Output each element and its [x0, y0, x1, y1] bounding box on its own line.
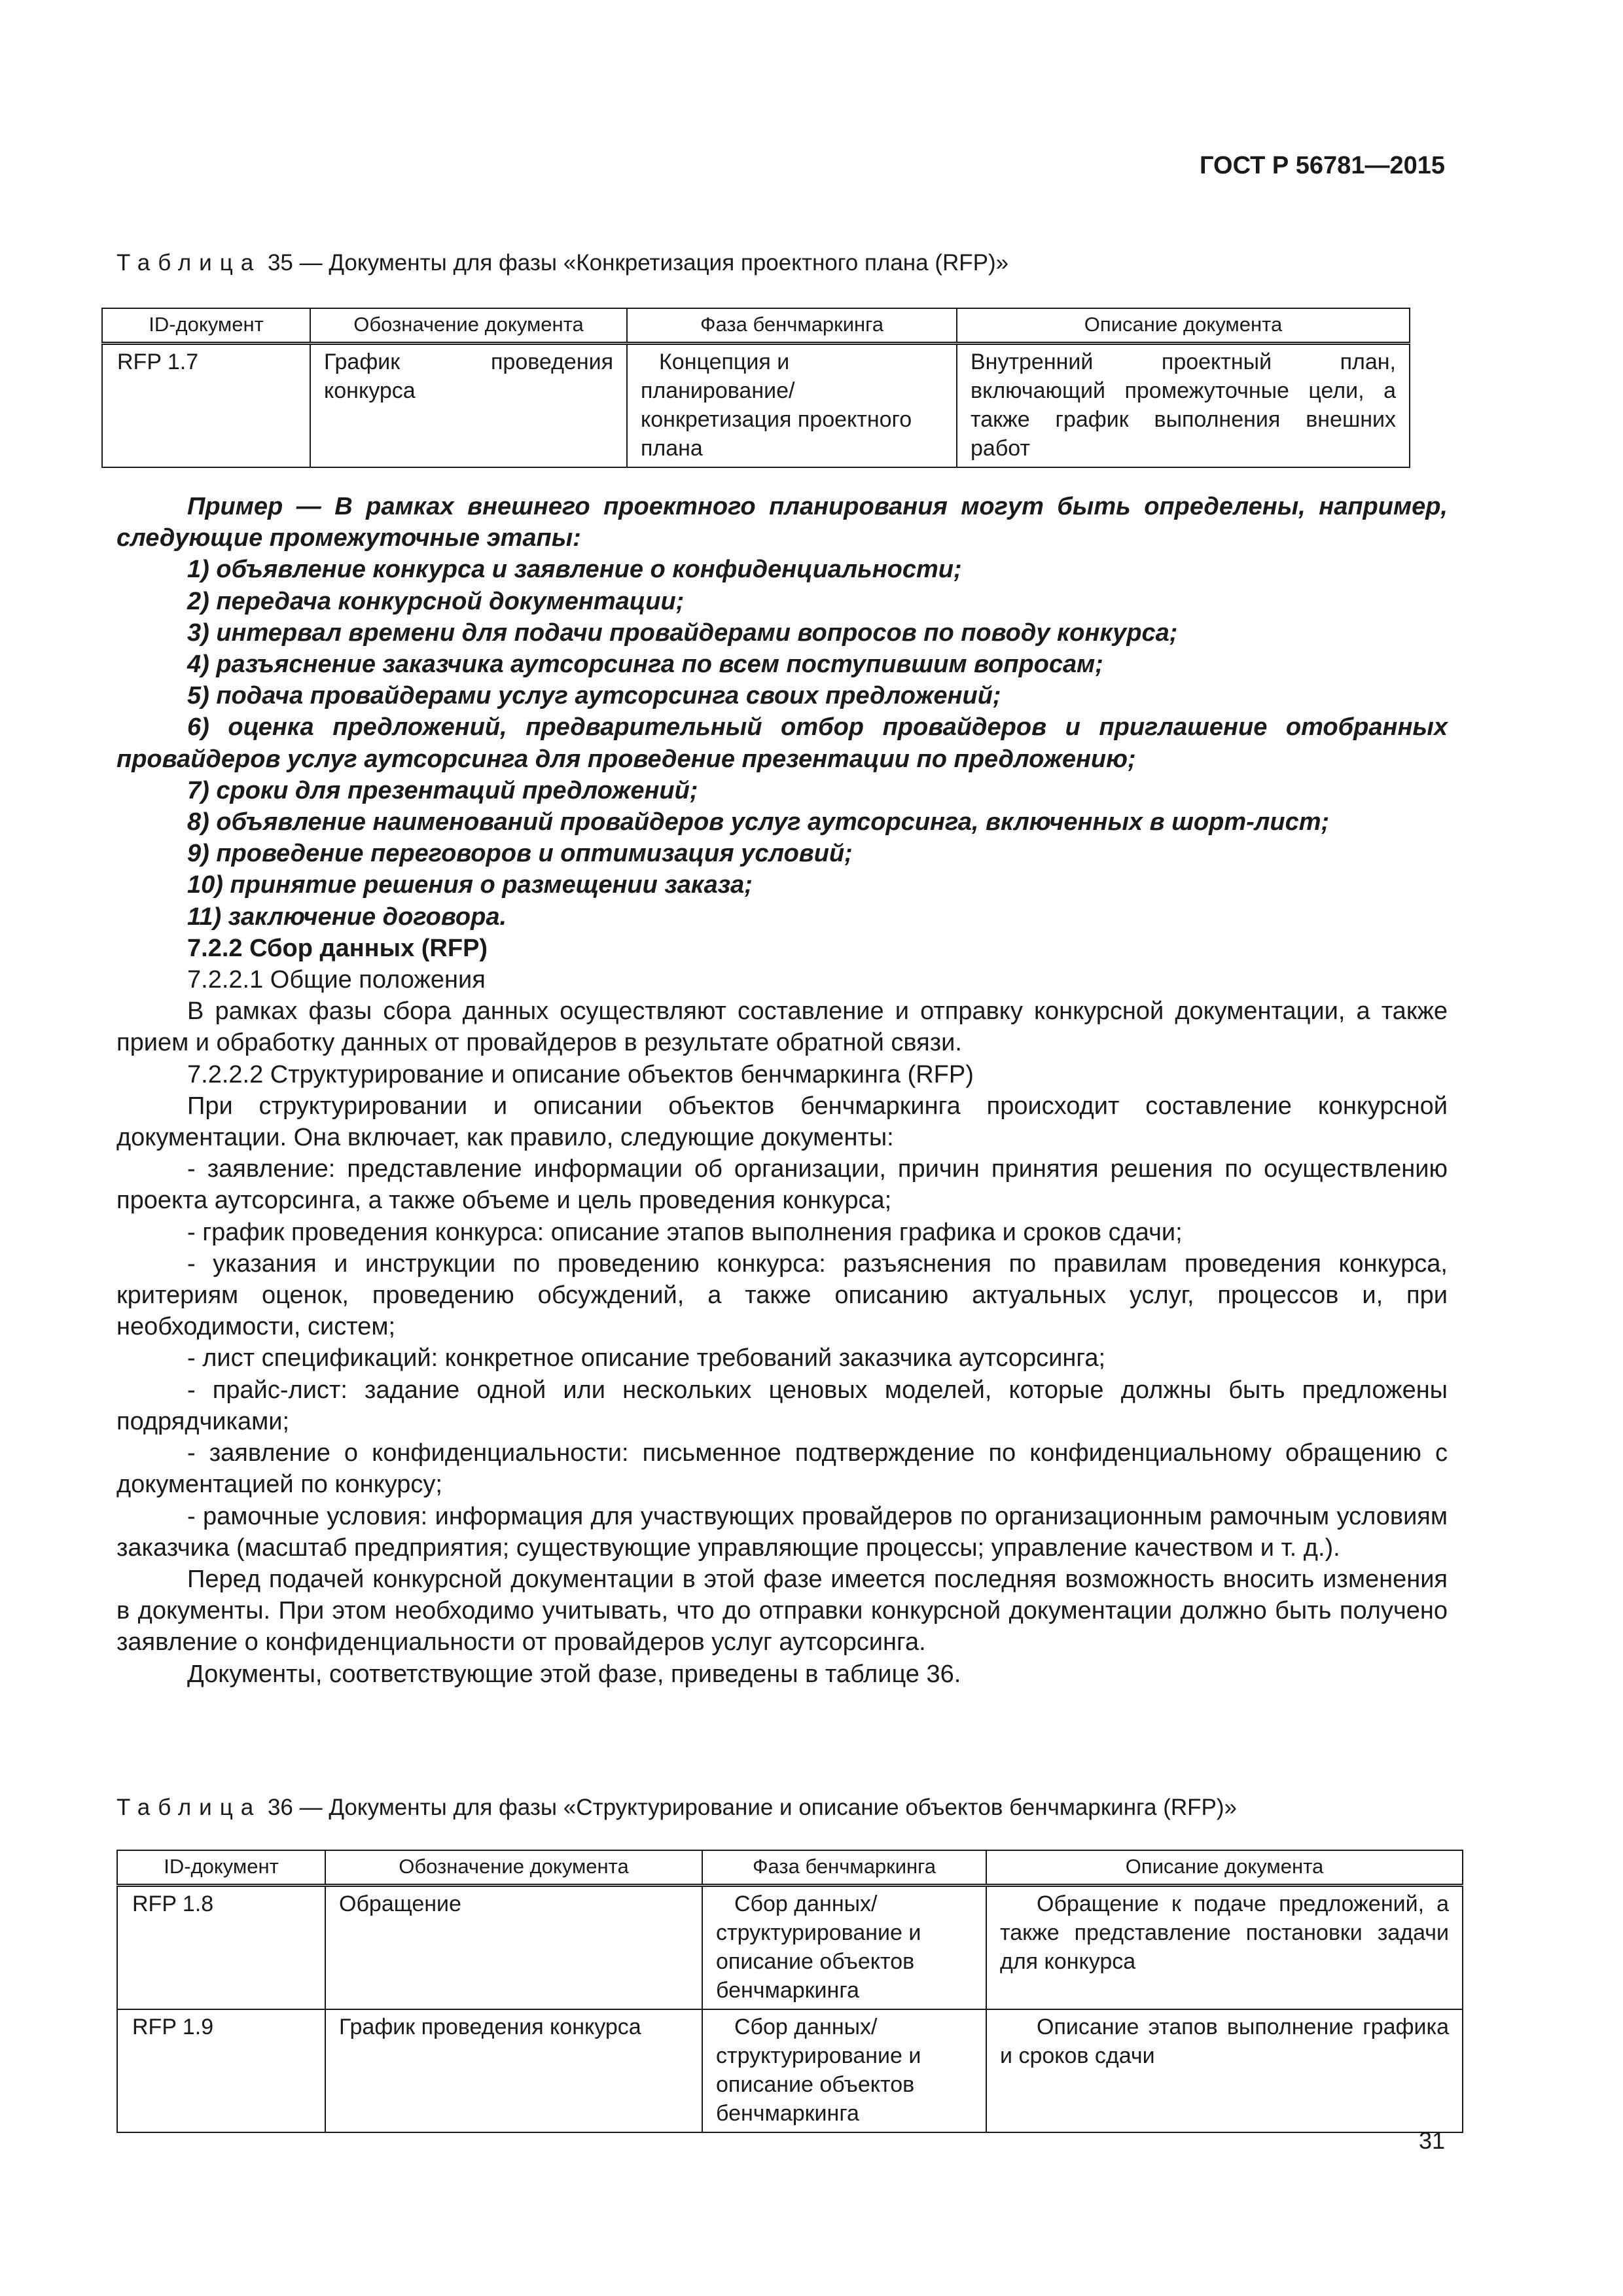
table-row	[117, 2009, 1463, 2132]
example-item-1: 1) объявление конкурса и заявление о конфиденциальности;	[187, 556, 962, 584]
table-35-header-phase: Фаза бенчмаркинга	[627, 308, 957, 344]
subsection-structuring: 7.2.2.2 Структурирование и описание объектов бенчмаркинга (RFP)	[187, 1060, 974, 1088]
table-35-header-desc: Описание документа	[957, 308, 1410, 344]
example-item-9: 9) проведение переговоров и оптимизация условий;	[187, 840, 853, 868]
table-35-header-name: Обозначение документа	[310, 308, 627, 344]
table-35-caption-text: 35 — Документы для фазы «Конкретизация проектного плана (RFP)»	[261, 250, 1009, 276]
table-cell-phase: Сбор данных/ структурирование и описание объектов бенчмаркинга	[702, 1886, 986, 2010]
example-item-7: 7) сроки для презентаций предложений;	[187, 776, 698, 804]
list-item: - прайс-лист: задание одной или нескольких ценовых моделей, которые должны быть предложены подрядчиками;	[116, 1376, 1448, 1435]
table-35	[101, 308, 1410, 468]
table-36-header-phase: Фаза бенчмаркинга	[702, 1850, 986, 1886]
table-cell-name: График проведения конкурса	[310, 344, 627, 468]
table-36-header-row	[117, 1850, 1463, 1886]
example-intro: Пример — В рамках внешнего проектного планирования могут быть определены, например, следующие промежуточные этапы:	[116, 493, 1448, 552]
paragraph-structuring: При структурировании и описании объектов бенчмаркинга происходит составление конкурсной документации. Она включает, как правило, следующие документы:	[116, 1092, 1448, 1152]
example-item-5: 5) подача провайдерами услуг аутсорсинга своих предложений;	[187, 682, 1001, 710]
paragraph-before-submission: Перед подачей конкурсной документации в этой фазе имеется последняя возможность вносить изменения в документы. При этом необходимо учитывать, что до отправки конкурсной документации должно быть получено заявление о конфиденциальности от провайдеров услуг аутсорсинга.	[116, 1565, 1448, 1657]
table-36-header-desc: Описание документа	[986, 1850, 1463, 1886]
example-item-6: 6) оценка предложений, предварительный отбор провайдеров и приглашение отобранных провайдеров услуг аутсорсинга для проведение презентации по предложению;	[116, 713, 1448, 773]
main-text	[116, 491, 1448, 1690]
page-number: 31	[1418, 2127, 1445, 2154]
list-item: - рамочные условия: информация для участвующих провайдеров по организационным рамочным условиям заказчика (масштаб предприятия; существующие управляющие процессы; управление качеством и т. д.).	[116, 1502, 1448, 1562]
table-cell-desc: Обращение к подаче предложений, а также представление постановки задачи для конкурса	[986, 1886, 1463, 2010]
table-35-header-row	[102, 308, 1410, 344]
table-36-header-id: ID-документ	[117, 1850, 325, 1886]
table-cell-name: График проведения конкурса	[325, 2009, 702, 2132]
table-row	[117, 1886, 1463, 2010]
table-cell-id: RFP 1.9	[117, 2009, 325, 2132]
table-35-header-id: ID-документ	[102, 308, 310, 344]
paragraph-table-ref: Документы, соответствующие этой фазе, приведены в таблице 36.	[187, 1660, 961, 1688]
table-36	[116, 1850, 1463, 2133]
example-item-10: 10) принятие решения о размещении заказа;	[187, 871, 753, 899]
table-36-caption	[116, 1793, 1452, 1822]
table-cell-desc: Внутренний проектный план, включающий промежуточные цели, а также график выполнения внешних работ	[957, 344, 1410, 468]
example-item-4: 4) разъяснение заказчика аутсорсинга по всем поступившим вопросам;	[187, 651, 1103, 679]
list-item: - лист спецификаций: конкретное описание требований заказчика аутсорсинга;	[187, 1344, 1106, 1372]
table-35-caption	[116, 249, 1452, 278]
section-heading: 7.2.2 Сбор данных (RFP)	[187, 934, 488, 962]
table-cell-phase: Концепция и планирование/ конкретизация проектного плана	[627, 344, 957, 468]
table-cell-id: RFP 1.8	[117, 1886, 325, 2010]
list-item: - заявление о конфиденциальности: письменное подтверждение по конфиденциальному обращению с документацией по конкурсу;	[116, 1439, 1448, 1499]
table-36-header-name: Обозначение документа	[325, 1850, 702, 1886]
table-cell-id: RFP 1.7	[102, 344, 310, 468]
list-item: - указания и инструкции по проведению конкурса: разъяснения по правилам проведения конкурса, критериям оценок, проведению обсуждений, а также описанию актуальных услуг, процессов и, при необходимости, систем;	[116, 1249, 1448, 1341]
example-item-11: 11) заключение договора.	[187, 903, 507, 931]
example-item-8: 8) объявление наименований провайдеров услуг аутсорсинга, включенных в шорт-лист;	[187, 808, 1330, 836]
subsection-general: 7.2.2.1 Общие положения	[187, 966, 486, 994]
table-cell-name: Обращение	[325, 1886, 702, 2010]
table-row	[102, 344, 1410, 468]
list-item: - заявление: представление информации об организации, причин принятия решения по осуществлению проекта аутсорсинга, а также объеме и цель проведения конкурса;	[116, 1155, 1448, 1215]
table-36-caption-text: 36 — Документы для фазы «Структурирование и описание объектов бенчмаркинга (RFP)»	[261, 1795, 1237, 1820]
paragraph-data-collection: В рамках фазы сбора данных осуществляют составление и отправку конкурсной документации, а также прием и обработку данных от провайдеров в результате обратной связи.	[116, 997, 1448, 1057]
table-36-caption-word: Таблица	[116, 1795, 262, 1820]
table-35-caption-word: Таблица	[116, 250, 262, 276]
table-cell-phase: Сбор данных/ структурирование и описание объектов бенчмаркинга	[702, 2009, 986, 2132]
example-item-2: 2) передача конкурсной документации;	[187, 587, 685, 615]
list-item: - график проведения конкурса: описание этапов выполнения графика и сроков сдачи;	[187, 1218, 1183, 1246]
example-item-3: 3) интервал времени для подачи провайдерами вопросов по поводу конкурса;	[187, 619, 1178, 647]
table-cell-desc: Описание этапов выполнение графика и сроков сдачи	[986, 2009, 1463, 2132]
document-code-header: ГОСТ Р 56781—2015	[1200, 152, 1445, 179]
